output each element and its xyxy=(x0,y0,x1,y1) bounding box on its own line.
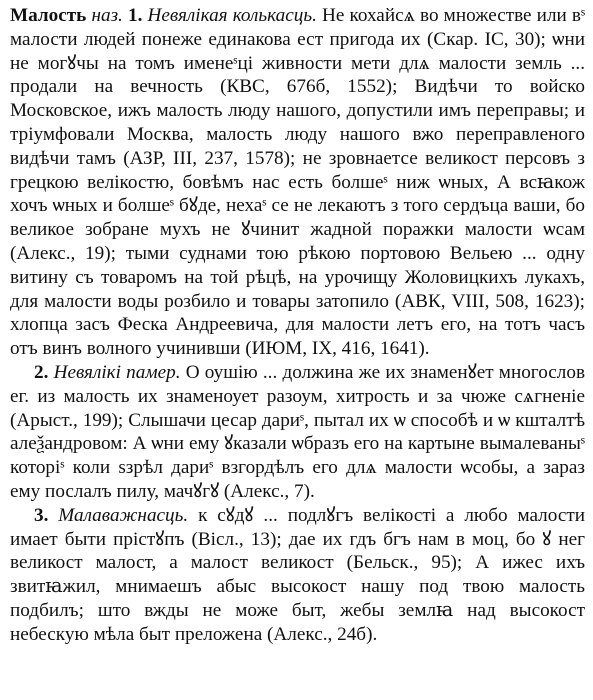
headword: Малость xyxy=(10,5,87,26)
sense-2-citations: О оушію ... должина же их знаменꙋет многослов ег. из малость их знаменоует разоум, хитрость и за чюже сѧгненіе (Арыст., 199); Слышачи цесар дариˢ, пытал их ѡ способѣ и ѡ кшталтѣ алеѯандровом: А ѡни ему ꙋказали ѡбразъ его на картыне вымалеваныˢ которіˢ коли ѕзрѣл дариˢ взгордѣлъ его длѧ малости ѡсобы, а зараз ему послалъ пилу, мачꙋгꙋ (Алекс., 7). xyxy=(10,361,586,502)
sense-3-number: 3. xyxy=(34,504,49,526)
sense-3-gloss: Малаважнасць. xyxy=(58,504,189,526)
sense-3-citations: к сꙋдꙋ ... подлꙋгъ велікості а любо малости имает быти прістꙋпъ (Вісл., 13); дае их гдъ бгъ нам в моц, бо ꙋ нег великост малост, а малост великост (Бельск., 95); А ижес ихъ звитꙗжил, мнимаешъ абыс высокост нашу под твою малость подбилъ; што вжды не може быт, жебы землꙗ над высокост небескую мѣла быт преложена (Алекс., 24б). xyxy=(10,504,586,645)
sense-2-gloss: Невялікі памер. xyxy=(53,361,181,383)
sense-3-paragraph xyxy=(10,504,585,647)
part-of-speech: наз. xyxy=(91,5,123,26)
sense-1-citations: Не кохайсѧ во множестве или вˢ малости людей понеже единакова ест пригода их (Скар. ІС, 30); ѡни не могꙋчы на томъ именеˢці живности мети длѧ малости земль ... продали на вечность (КВС, 676б, 1552); Видѣчи то войско Московское, ижъ малость люду нашого, допустили имъ переправы; и тріумфовали Москва, малость люду нашого вжо переправленого видѣчи тамъ (АЗР, III, 237, 1578); не зровнаетсе великост персовъ з грецкою велікостю, бовѣмъ нас есть болшеˢ ниж ѡных, А всꙗкож хочъ ѡных и болшеˢ бꙋде, нехаˢ се не лекаютъ з того сердъца ваши, бо великое зобране мухъ не ꙋчинит жадной поражки малости ѡсам (Алекс., 19); тыми суднами тою рѣкою портовою Вельею ... одну витину съ товаромъ на той рѣцѣ, на урочищу Жоловицкихъ лукахъ, для малости воды розбило и товары затопило (АВК, VIII, 508, 1623); хлопца засъ Феска Андреевича, для малости летъ его, на тотъ часъ отъ винъ волного учинивши (ИЮМ, IX, 416, 1641). xyxy=(10,5,586,360)
sense-1-gloss: Невялікая колькасць. xyxy=(147,5,317,26)
sense-2-paragraph xyxy=(10,361,585,504)
sense-1-paragraph xyxy=(10,4,585,361)
sense-1-number: 1. xyxy=(127,5,143,26)
sense-2-number: 2. xyxy=(34,361,49,383)
